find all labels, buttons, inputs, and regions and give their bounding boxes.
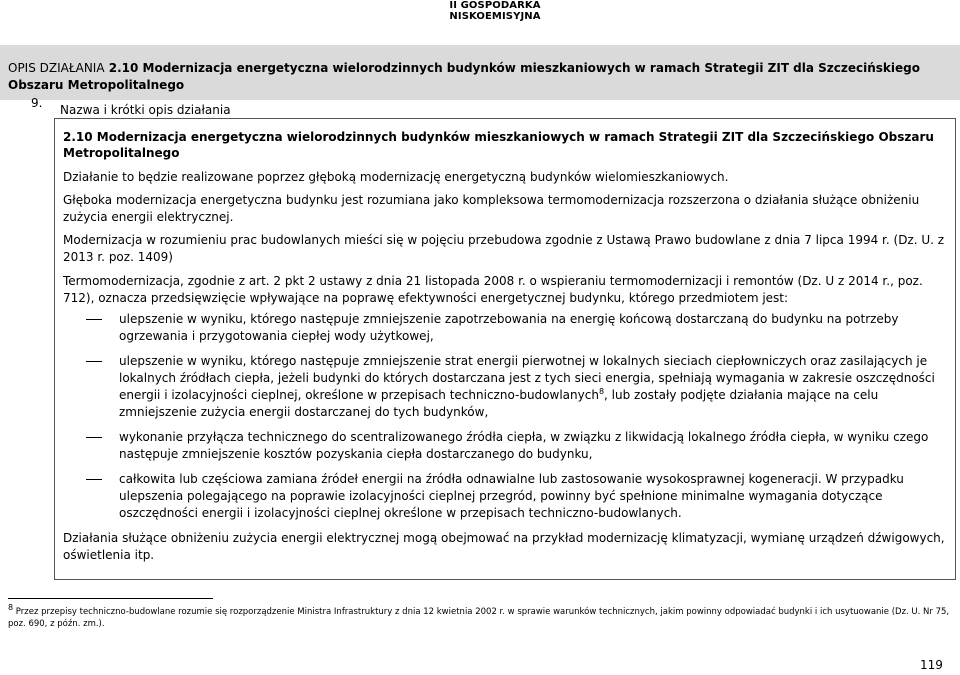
item-label: Nazwa i krótki opis działania <box>60 103 231 117</box>
section-title <box>8 60 948 94</box>
footnote <box>8 603 952 630</box>
box-heading: 2.10 Modernizacja energetyczna wielorodzinnych budynków mieszkaniowych w ramach Strategii ZIT dla Szczecińskiego Obszaru Metropolitalnego <box>63 130 934 160</box>
list-item-text: ulepszenie w wyniku, którego następuje zmniejszenie zapotrzebowania na energię końcową dostarczaną do budynku na potrzeby ogrzewania i przygotowania ciepłej wody użytkowej, <box>119 312 899 343</box>
paragraph: Głęboka modernizacja energetyczna budynku jest rozumiana jako kompleksowa termomodernizacja rozszerzona o działania służące obniżeniu zużycia energii elektrycznej. <box>63 193 920 224</box>
footnote-marker: 8 <box>8 603 14 613</box>
list-item-text: wykonanie przyłącza technicznego do scentralizowanego źródła ciepła, w związku z likwidacją lokalnego źródła ciepła, w wyniku czego następuje zmniejszenie kosztów pozyskania ciepła dostarczanego do budynku, <box>119 430 929 461</box>
paragraph: Modernizacja w rozumieniu prac budowlanych mieści się w pojęciu przebudowa zgodnie z Ustawą Prawo budowlane z dnia 7 lipca 1994 r. (Dz. U. z 2013 r. poz. 1409) <box>63 233 945 264</box>
description-content <box>63 129 947 571</box>
paragraph: Działanie to będzie realizowane poprzez głęboką modernizację energetyczną budynków wielomieszkaniowych. <box>63 170 729 184</box>
list-item <box>63 353 947 421</box>
list-item-text: całkowita lub częściowa zamiana źródeł energii na źródła odnawialne lub zastosowanie wysokosprawnej kogeneracji. W przypadku ulepszenia polegającego na poprawie izolacyjności cieplnej przegród, powinny być spełnione minimalne wymagania dotyczące oszczędności energii i izolacyjności cieplnej określone w przepisach techniczno-budowlanych. <box>119 472 904 520</box>
running-header: II GOSPODARKA NISKOEMISYJNA <box>449 0 541 22</box>
paragraph: Termomodernizacja, zgodnie z art. 2 pkt 2 ustawy z dnia 21 listopada 2008 r. o wspieraniu termomodernizacji i remontów (Dz. U z 2014 r., poz. 712), oznacza przedsięwzięcie wpływające na poprawę efektywności energetycznej budynku, którego przedmiotem jest: <box>63 274 923 305</box>
page-number: 119 <box>920 658 943 672</box>
dash-bullet-icon <box>86 479 102 480</box>
list-item <box>63 471 947 522</box>
footnote-text: Przez przepisy techniczno-budowlane rozumie się rozporządzenie Ministra Infrastruktury z dnia 12 kwietnia 2002 r. w sprawie warunków technicznych, jakim powinny odpowiadać budynki i ich usytuowanie (Dz. U. Nr 75, poz. 690, z późn. zm.). <box>8 607 950 629</box>
list-item <box>63 429 947 463</box>
footnote-separator <box>8 598 213 599</box>
section-title-lead: OPIS DZIAŁANIA <box>8 61 105 75</box>
dash-bullet-icon <box>86 437 102 438</box>
dash-bullet-icon <box>86 361 102 362</box>
item-number: 9. <box>31 96 43 110</box>
list-item-text-continued: , lub zostały podjęte działania mające na celu zmniejszenie zużycia energii dostarczanej do tych budynków, <box>119 388 879 419</box>
list-item <box>63 311 947 345</box>
closing-paragraph: Działania służące obniżeniu zużycia energii elektrycznej mogą obejmować na przykład modernizację klimatyzacji, wymianę urządzeń dźwigowych, oświetlenia itp. <box>63 531 945 562</box>
section-title-text: 2.10 Modernizacja energetyczna wielorodzinnych budynków mieszkaniowych w ramach Strategii ZIT dla Szczecińskiego Obszaru Metropolitalnego <box>8 61 920 92</box>
footnote-reference[interactable]: 8 <box>598 387 605 396</box>
bullet-list <box>63 311 947 522</box>
list-item-text: ulepszenie w wyniku, którego następuje zmniejszenie strat energii pierwotnej w lokalnych sieciach ciepłowniczych oraz zasilających je lokalnych źródłach ciepła, jeżeli budynki do których dostarczana jest z tych sieci energia, spełniają wymagania w zakresie oszczędności energii i izolacyjności cieplnej, określone w przepisach techniczno-budowlanych <box>119 354 935 402</box>
description-box <box>54 118 956 580</box>
dash-bullet-icon <box>86 319 102 320</box>
